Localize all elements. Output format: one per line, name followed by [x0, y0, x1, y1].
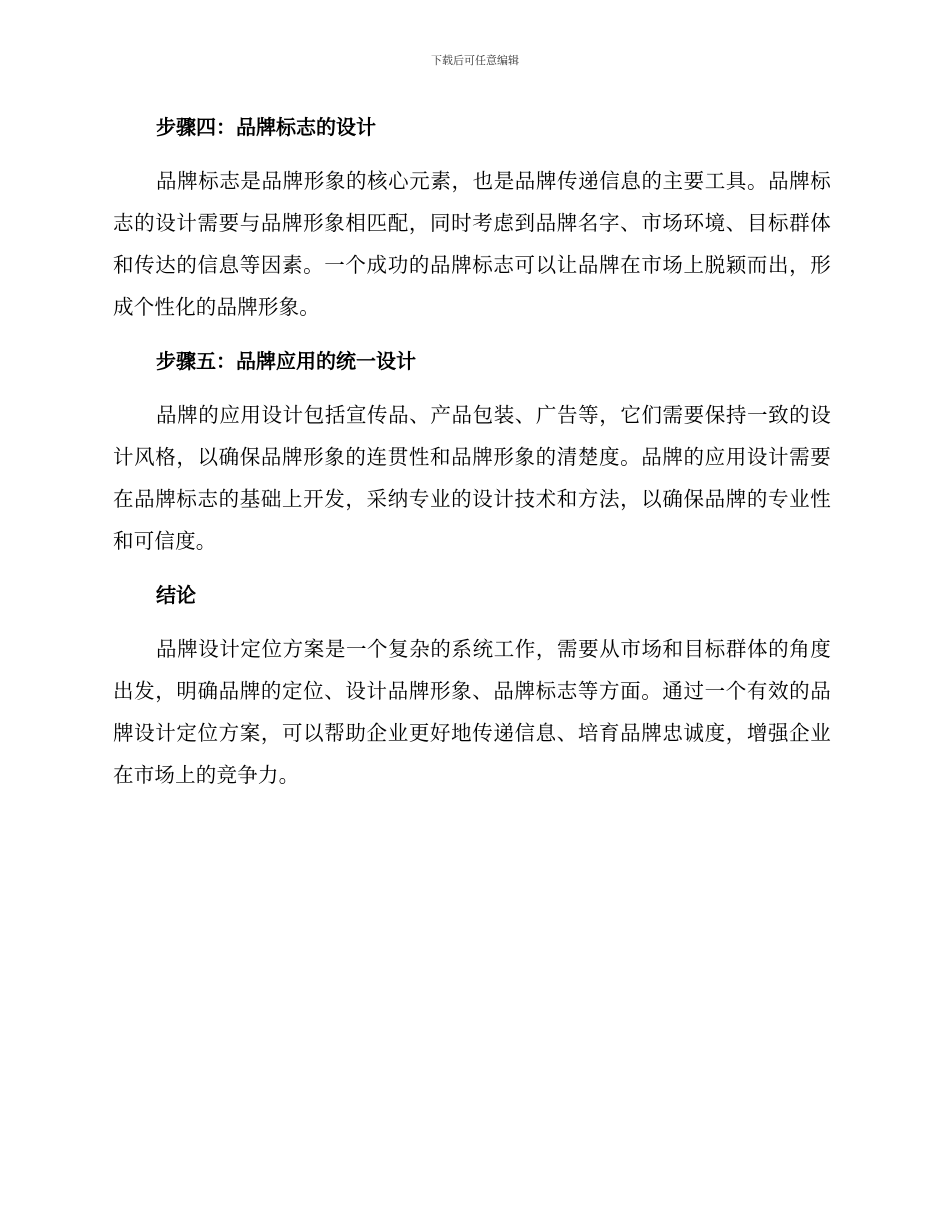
section-paragraph-step-five: 品牌的应用设计包括宣传品、产品包装、广告等，它们需要保持一致的设计风格，以确保品牌形象的连贯性和品牌形象的清楚度。品牌的应用设计需要在品牌标志的基础上开发，采纳专业的设计技术和方法，以确保品牌的专业性和可信度。 — [113, 403, 831, 553]
section-paragraph-conclusion: 品牌设计定位方案是一个复杂的系统工作，需要从市场和目标群体的角度出发，明确品牌的定位、设计品牌形象、品牌标志等方面。通过一个有效的品牌设计定位方案，可以帮助企业更好地传递信息、培育品牌忠诚度，增强企业在市场上的竞争力。 — [113, 637, 831, 787]
page-header: 下载后可任意编辑 — [431, 54, 519, 67]
section-heading-step-four: 步骤四：品牌标志的设计 — [156, 115, 376, 139]
section-heading-step-five: 步骤五：品牌应用的统一设计 — [156, 349, 416, 373]
document-body — [113, 106, 831, 808]
section-paragraph-step-four: 品牌标志是品牌形象的核心元素，也是品牌传递信息的主要工具。品牌标志的设计需要与品牌形象相匹配，同时考虑到品牌名字、市场环境、目标群体和传达的信息等因素。一个成功的品牌标志可以让品牌在市场上脱颖而出，形成个性化的品牌形象。 — [113, 169, 831, 319]
section-heading-conclusion: 结论 — [156, 583, 196, 607]
